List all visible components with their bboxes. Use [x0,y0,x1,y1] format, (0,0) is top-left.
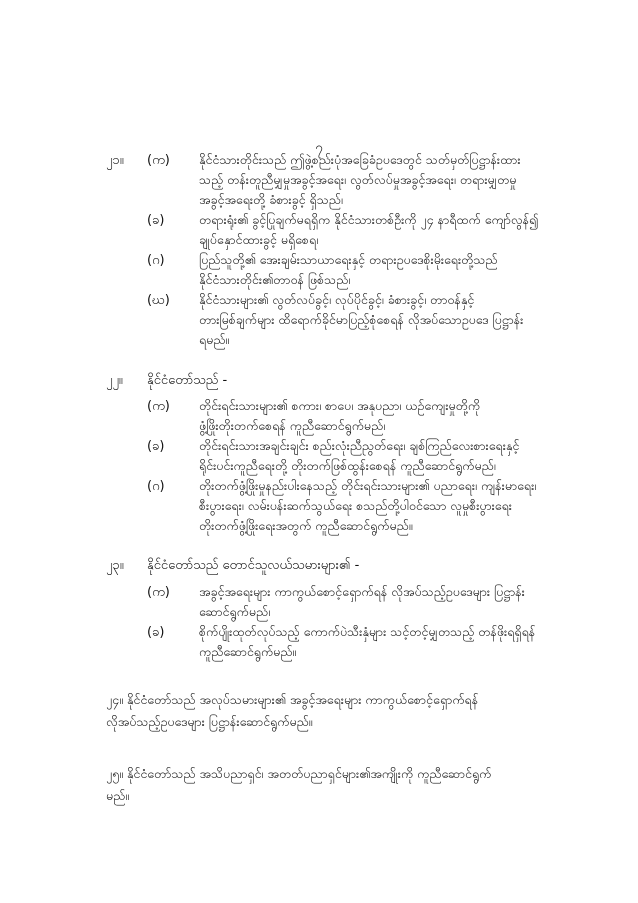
clause-mark: (ဃ) [147,293,170,308]
text-line: နိုင်ငံသားတိုင်း၏တာဝန် ဖြစ်သည်၊ [199,272,351,287]
text-line: စိုက်ပျိုးထုတ်လုပ်သည့် ကောက်ပဲသီးနှံများ သင့်တင့်မျှတသည့် တန်ဖိုးရရှိရန် [199,624,536,639]
text-line: နိုင်ငံသားတိုင်းသည် ဤဖွဲ့စည်းပုံအခြေခံဥပဒေတွင် သတ်မှတ်ပြဋ္ဌာန်းထား [199,152,521,167]
page-number: ၇ [315,140,323,156]
text-line: ၂၄။ နိုင်ငံတော်သည် အလုပ်သမားများ၏ အခွင့်အရေးများ ကာကွယ်စောင့်ရှောက်ရန် [106,692,479,707]
text-line: ဆောင်ရွက်မည်၊ [199,604,271,619]
text-line: ၂၅။ နိုင်ငံတော်သည် အသိပညာရှင်၊ အတတ်ပညာရှင်များ၏အကျိုးကို ကူညီဆောင်ရွက် [106,766,492,781]
section-24 [106,689,542,733]
text-line: ဖွံ့ဖြိုးတိုးတက်စေရန် ကူညီဆောင်ရွက်မည်၊ [199,418,386,433]
section-25 [106,763,542,807]
text-line: အခွင့်အရေးများ ကာကွယ်စောင့်ရှောက်ရန် လိုအပ်သည့်ဥပဒေများ ပြဋ္ဌာန်း [199,584,525,599]
text-line: ရမည်။ [199,332,230,347]
section-number: ၂၁။ [106,153,124,168]
text-line: နိုင်ငံသားများ၏ လွတ်လပ်ခွင့်၊ လုပ်ပိုင်ခွင့်၊ ခံစားခွင့်၊ တာဝန်နှင့် [199,292,475,307]
text-line: တိုးတက်ဖွံ့ဖြိုးရေးအတွက် ကူညီဆောင်ရွက်မည်။ [199,518,413,533]
clause-text [199,150,541,210]
section-heading: နိုင်ငံတော်သည် - [147,373,228,388]
clause-mark: (ခ) [147,213,165,228]
clause-text [199,210,541,250]
text-line: တိုးတက်ဖွံ့ဖြိုးမှုနည်းပါးနေသည့် တိုင်းရင်းသားများ၏ ပညာရေး၊ ကျန်းမာရေး၊ [199,478,537,493]
text-line: တားမြစ်ချက်များ ထိရောက်ခိုင်မာပြည့်စုံစေရန် လိုအပ်သောဥပဒေ ပြဋ္ဌာန်း [199,312,524,327]
text-line: တိုင်းရင်းသားများ၏ စကား၊ စာပေ၊ အနုပညာ၊ ယဉ်ကျေးမှုတို့ကို [199,398,481,413]
clause-text [199,622,541,662]
clause-mark: (ဂ) [147,253,165,268]
clause-mark: (က) [147,153,170,168]
text-line: အခွင့်အရေးတို့ ခံစားခွင့် ရှိသည်၊ [199,192,343,207]
section-number: ၂၂။ [106,373,123,388]
section-number: ၂၃။ [106,558,124,573]
clause-mark: (ခ) [147,625,165,640]
section-heading: နိုင်ငံတော်သည် တောင်သူလယ်သမားများ၏ - [147,558,360,573]
clause-text [199,582,541,622]
text-line: ရိုင်းပင်းကူညီရေးတို့ တိုးတက်ဖြစ်ထွန်းစေရန် ကူညီဆောင်ရွက်မည်၊ [199,458,496,473]
text-line: လိုအပ်သည့်ဥပဒေများ ပြဋ္ဌာန်းဆောင်ရွက်မည်။ [106,714,313,729]
text-line: ချုပ်နှောင်ထားခွင့် မရှိစေရ၊ [199,232,319,247]
clause-mark: (က) [147,585,170,600]
text-line: တရားရုံး၏ ခွင့်ပြုချက်မရရှိက နိုင်ငံသားတစ်ဦးကို ၂၄ နာရီထက် ကျော်လွန်၍ [199,212,539,227]
clause-text [199,396,541,436]
clause-mark: (က) [147,399,170,414]
text-line: တိုင်းရင်းသားအချင်းချင်း စည်းလုံးညီညွတ်ရေး၊ ချစ်ကြည်လေးစားရေးနှင့် [199,438,520,453]
text-line: ပြည်သူတို့၏ အေးချမ်းသာယာရေးနှင့် တရားဥပဒေစိုးမိုးရေးတို့သည် [199,252,498,267]
text-line: ကူညီဆောင်ရွက်မည်။ [199,644,297,659]
clause-text [199,436,541,476]
text-line: စီးပွားရေး၊ လမ်းပန်းဆက်သွယ်ရေး စသည်တို့ပါဝင်သော လူမှုစီးပွားရေး [199,498,512,513]
clause-text [199,290,541,350]
clause-text [199,250,541,290]
text-line: သည့် တန်းတူညီမျှမှုအခွင့်အရေး၊ လွတ်လပ်မှုအခွင့်အရေး၊ တရားမျှတမှု [199,172,517,187]
clause-mark: (ဂ) [147,479,165,494]
clause-mark: (ခ) [147,439,165,454]
text-line: မည်။ [106,788,130,803]
clause-text [199,476,541,536]
